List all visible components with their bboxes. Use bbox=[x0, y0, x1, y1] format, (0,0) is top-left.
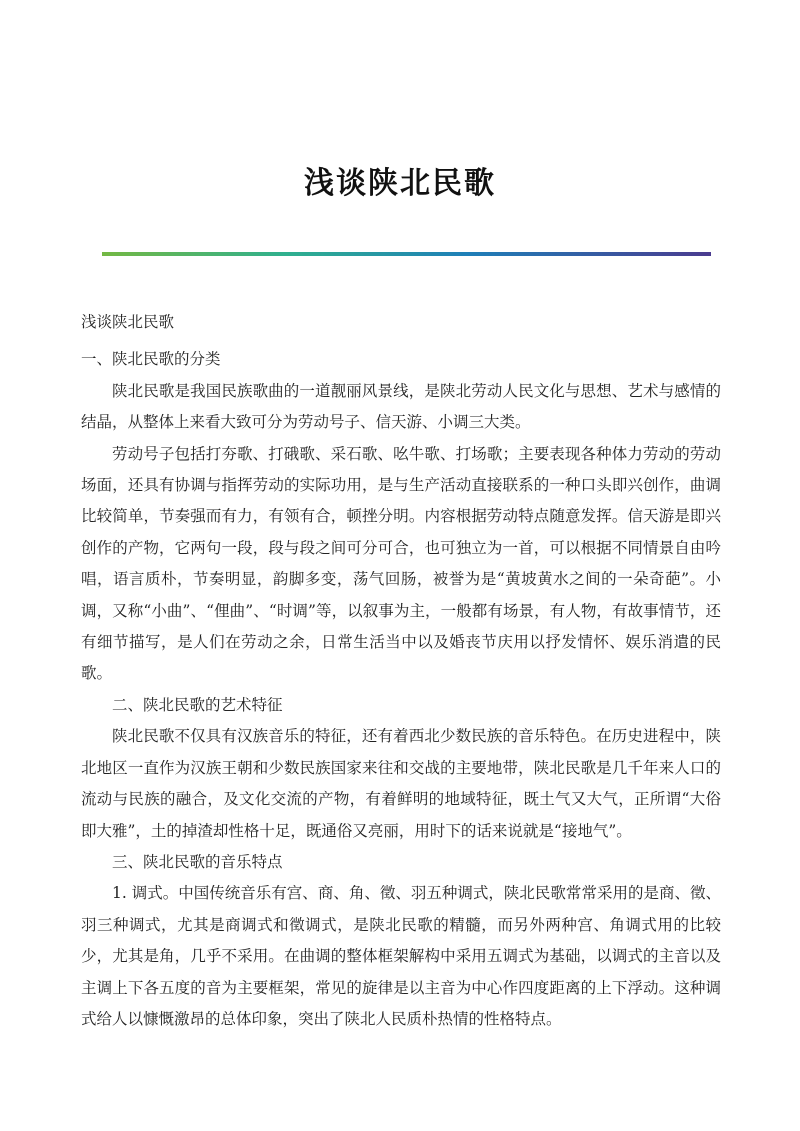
section-heading: 浅谈陕北民歌 bbox=[81, 313, 175, 331]
paragraph: 1. 调式。中国传统音乐有宫、商、角、徵、羽五种调式，陕北民歌常常采用的是商、徵、羽三种调式，尤其是商调式和徵调式，是陕北民歌的精髓，而另外两种宫、角调式用的比较少，尤其是角，几乎不采用。在曲调的整体框架解构中采用五调式为基础，以调式的主音以及主调上下各五度的音为主要框架，常见的旋律是以主音为中心作四度距离的上下浮动。这种调式给人以慷慨激昂的总体印象，突出了陕北人民质朴热情的性格特点。 bbox=[81, 884, 721, 1028]
title-divider bbox=[102, 252, 711, 256]
section-heading: 三、陕北民歌的音乐特点 bbox=[112, 852, 283, 871]
document-title: 浅谈陕北民歌 bbox=[304, 166, 496, 201]
paragraph: 陕北民歌不仅具有汉族音乐的特征，还有着西北少数民族的音乐特色。在历史进程中，陕北地区一直作为汉族王朝和少数民族国家来往和交战的主要地带，陕北民歌是几千年来人口的流动与民族的融合，及文化交流的产物，有着鲜明的地域特征，既土气又大气，正所谓“大俗即大雅”，土的掉渣却性格十足，既通俗又亮丽，用时下的话来说就是“接地气”。 bbox=[81, 727, 721, 840]
section-heading: 一、陕北民歌的分类 bbox=[81, 350, 221, 369]
section-heading: 二、陕北民歌的艺术特征 bbox=[112, 695, 283, 714]
paragraph: 陕北民歌是我国民族歌曲的一道靓丽风景线，是陕北劳动人民文化与思想、艺术与感情的结晶，从整体上来看大致可分为劳动号子、信天游、小调三大类。 bbox=[81, 381, 721, 432]
paragraph: 劳动号子包括打夯歌、打硪歌、采石歌、吆牛歌、打场歌；主要表现各种体力劳动的劳动场面，还具有协调与指挥劳动的实际功用，是与生产活动直接联系的一种口头即兴创作，曲调比较简单，节奏强而有力，有领有合，顿挫分明。内容根据劳动特点随意发挥。信天游是即兴创作的产物，它两句一段，段与段之间可分可合，也可独立为一首，可以根据不同情景自由吟唱，语言质朴，节奏明显，韵脚多变，荡气回肠，被誉为是“黄坡黄水之间的一朵奇葩”。小调，又称“小曲”、“俚曲”、“时调”等，以叙事为主，一般都有场景，有人物，有故事情节，还有细节描写，是人们在劳动之余，日常生活当中以及婚丧节庆用以抒发情怀、娱乐消遣的民歌。 bbox=[81, 444, 721, 683]
document-body bbox=[81, 307, 721, 1035]
